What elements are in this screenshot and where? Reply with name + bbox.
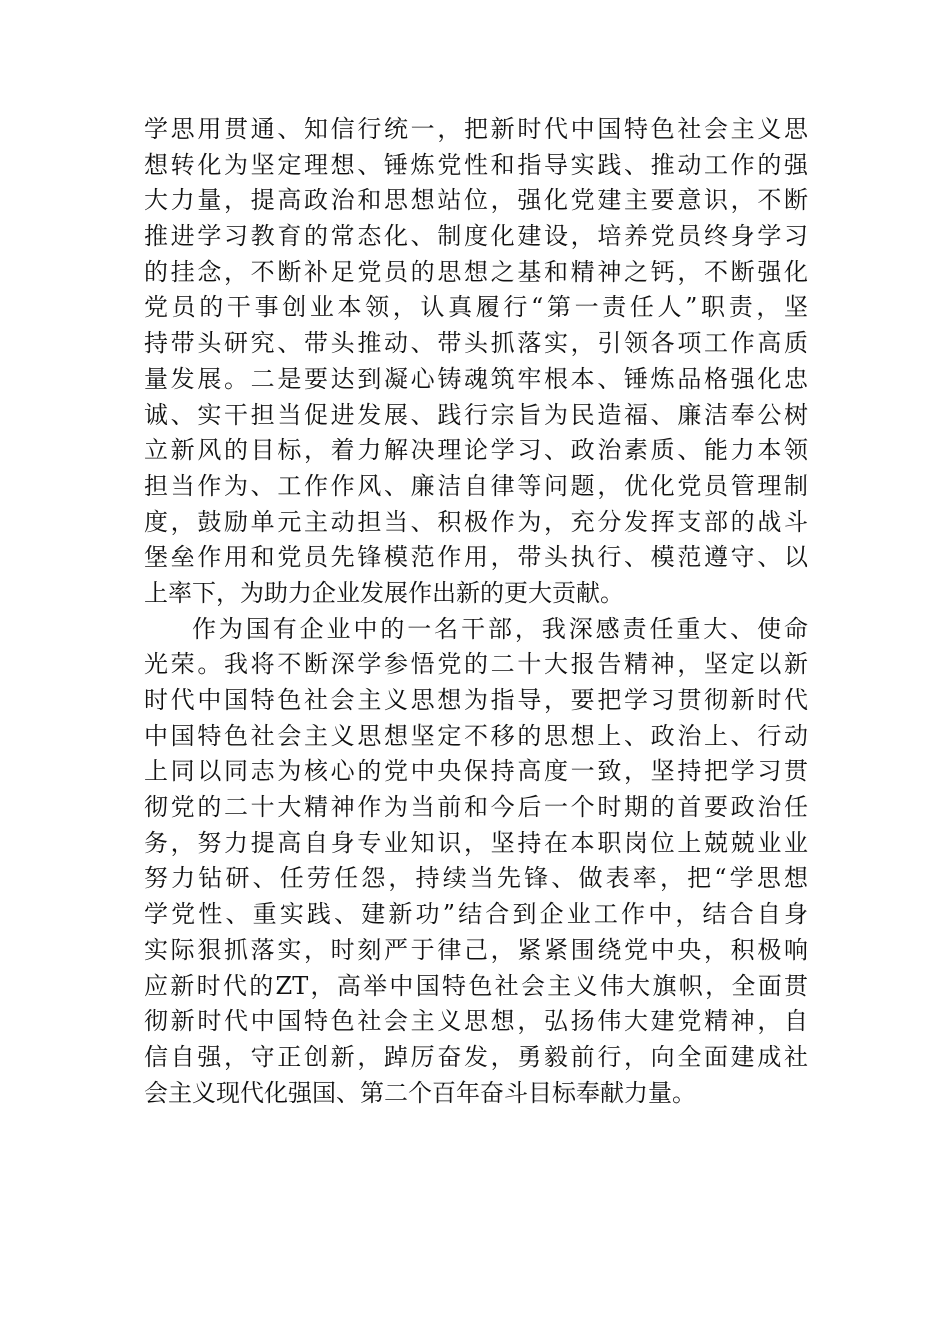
text-line: 的挂念，不断补足党员的思想之基和精神之钙，不断强化: [144, 257, 808, 286]
text-line: 努力钻研、任劳任怨，持续当先锋、做表率，把“学思想: [144, 864, 808, 893]
text-line: 应新时代的ZT，高举中国特色社会主义伟大旗帜，全面贯: [144, 971, 808, 1000]
text-line: 会主义现代化强国、第二个百年奋斗目标奉献力量。: [144, 1078, 696, 1107]
text-line: 党员的干事创业本领，认真履行“第一责任人”职责，坚: [144, 293, 808, 322]
text-line: 度，鼓励单元主动担当、积极作为，充分发挥支部的战斗: [144, 507, 808, 536]
text-line: 实际狠抓落实，时刻严于律己，紧紧围绕党中央，积极响: [144, 935, 808, 964]
text-line: 推进学习教育的常态化、制度化建设，培养党员终身学习: [144, 222, 808, 251]
text-line: 担当作为、工作作风、廉洁自律等问题，优化党员管理制: [144, 471, 808, 500]
text-line: 彻新时代中国特色社会主义思想，弘扬伟大建党精神，自: [144, 1007, 808, 1036]
text-line: 立新风的目标，着力解决理论学习、政治素质、能力本领: [144, 436, 808, 465]
text-line: 中国特色社会主义思想坚定不移的思想上、政治上、行动: [144, 721, 808, 750]
text-line: 上同以同志为核心的党中央保持高度一致，坚持把学习贯: [144, 757, 808, 786]
text-line: 务，努力提高自身专业知识，坚持在本职岗位上兢兢业业: [144, 828, 808, 857]
text-line: 时代中国特色社会主义思想为指导，要把学习贯彻新时代: [144, 686, 808, 714]
text-line: 彻党的二十大精神作为当前和今后一个时期的首要政治任: [144, 793, 808, 822]
text-line: 量发展。二是要达到凝心铸魂筑牢根本、锤炼品格强化忠: [144, 364, 808, 393]
text-line: 光荣。我将不断深学参悟党的二十大报告精神，坚定以新: [144, 650, 808, 679]
text-line: 上率下，为助力企业发展作出新的更大贡献。: [144, 578, 624, 607]
text-line: 信自强，守正创新，踔厉奋发，勇毅前行，向全面建成社: [144, 1042, 808, 1071]
text-line: 诚、实干担当促进发展、践行宗旨为民造福、廉洁奉公树: [144, 400, 808, 429]
body-text: [144, 112, 808, 1111]
text-line: 想转化为坚定理想、锤炼党性和指导实践、推动工作的强: [144, 150, 808, 179]
text-line: 学思用贯通、知信行统一，把新时代中国特色社会主义思: [144, 115, 808, 143]
text-line: 作为国有企业中的一名干部，我深感责任重大、使命: [192, 614, 808, 643]
text-line: 堡垒作用和党员先锋模范作用，带头执行、模范遵守、以: [144, 543, 808, 572]
text-line: 大力量，提高政治和思想站位，强化党建主要意识，不断: [144, 186, 808, 215]
text-line: 学党性、重实践、建新功”结合到企业工作中，结合自身: [144, 900, 808, 929]
text-line: 持带头研究、带头推动、带头抓落实，引领各项工作高质: [144, 329, 808, 358]
